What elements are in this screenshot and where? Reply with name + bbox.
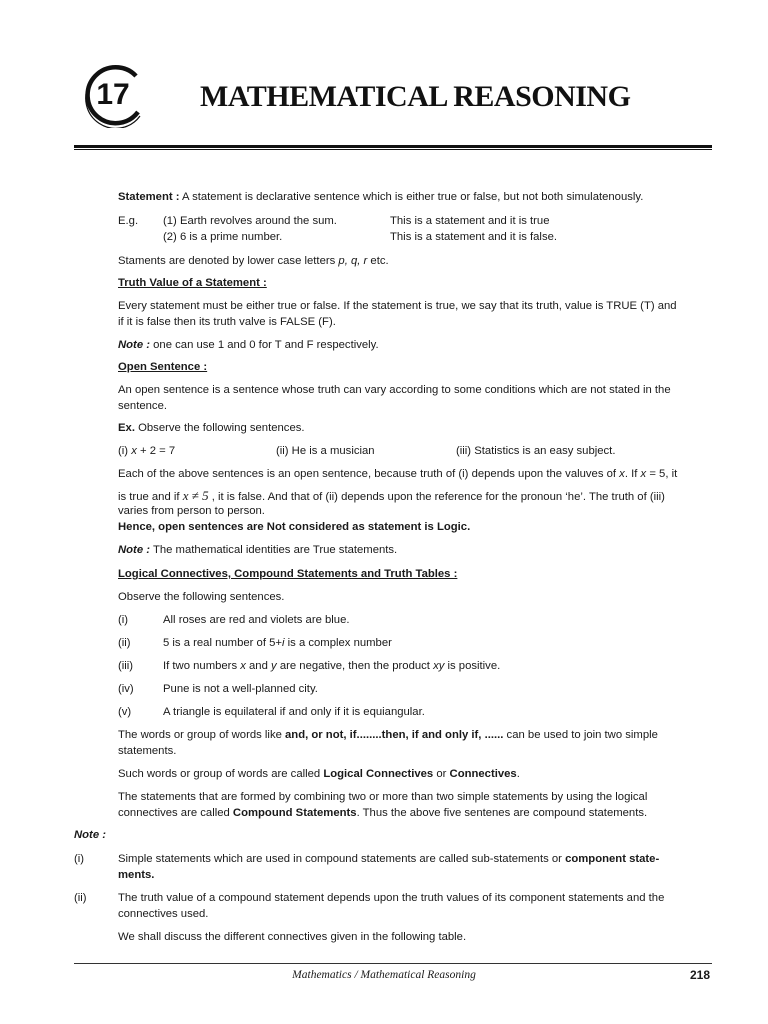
formed-line-2: connectives are called Compound Statements. Thus the above five sentenes are compound statements. bbox=[118, 807, 648, 819]
example-iii: (iii) Statistics is an easy subject. bbox=[456, 445, 616, 457]
eg1-right: This is a statement and it is true bbox=[390, 215, 550, 227]
eg1-left: (1) Earth revolves around the sum. bbox=[163, 215, 337, 227]
note-text: one can use 1 and 0 for T and F respectively. bbox=[150, 339, 379, 351]
truth-value-note bbox=[118, 338, 714, 354]
chapter-header bbox=[74, 60, 714, 140]
open-sentence-note bbox=[118, 543, 714, 559]
example-ii: (ii) He is a musician bbox=[276, 445, 375, 457]
ex-text: Observe the following sentences. bbox=[134, 422, 305, 434]
footer-title: Mathematics / Mathematical Reasoning bbox=[292, 969, 476, 981]
connectives-heading bbox=[118, 567, 714, 583]
truth-value-line1: Every statement must be either true or false. If the statement is true, we say that its truth, value is TRUE (T) and bbox=[118, 300, 677, 312]
truth-value-heading-text: Truth Value of a Statement : bbox=[118, 277, 267, 289]
statement-label: Statement : bbox=[118, 191, 180, 203]
hence-line: Hence, open sentences are Not considered as statement is Logic. bbox=[118, 521, 471, 533]
each-line-b: is true and if x ≠ 5 , it is false. And that of (ii) depends upon the reference for the pronoun ‘he’. The truth of (iii) bbox=[118, 488, 665, 503]
eg-label: E.g. bbox=[118, 215, 139, 227]
denoted-post: etc. bbox=[367, 255, 389, 267]
page-number: 218 bbox=[689, 968, 710, 982]
open-sentence-heading bbox=[118, 360, 714, 376]
ex-label: Ex. bbox=[118, 422, 135, 434]
header-rule bbox=[74, 145, 712, 150]
formed-line-1: The statements that are formed by combining two or more than two simple statements by using the logical bbox=[118, 791, 648, 803]
connectives-heading-text: Logical Connectives, Compound Statements and Truth Tables : bbox=[118, 568, 458, 580]
denoted-pre: Staments are denoted by lower case letters bbox=[118, 255, 339, 267]
denoted-letters: p, q, r bbox=[338, 255, 368, 267]
words-line-2: statements. bbox=[118, 745, 177, 757]
statement-text: A statement is declarative sentence which is either true or false, but not both simulatenously. bbox=[179, 191, 644, 203]
words-line: The words or group of words like and, or not, if........then, if and only if, ...... can be used to join two simple bbox=[118, 729, 658, 741]
eg2-left: (2) 6 is a prime number. bbox=[163, 231, 283, 243]
example-i: (i) x + 2 = 7 bbox=[118, 445, 176, 457]
document-page: 17 MATHEMATICAL REASONING Statement : A statement is declarative sentence which is either true or false, but not both simulatenously. E.g. (1) Earth revolves around the sum. This is a statement and it is true (2) 6 is a prime number. This is a statement and it is false. Staments are denoted by lower case letters p, q, r etc. Truth Value of a Statement : Every statement must be either true or false. If the statement is true, we say that its truth, value is TRUE (T) and if it is false then its truth valve is FALSE (F). Note : one can use 1 and 0 for T and F respectively. Open Sentence : An open sentence is a sentence whose truth can vary according to some conditions which are not stated in the sentence. Ex. Observe the following sentences. (i) x + 2 = 7 (ii) He is a musician (iii) Statistics is an easy subject. Each of the above sentences is an open sentence, because truth of (i) depends upon the valuves of x. If x = 5, it is true and if x ≠ 5 , it is false. And that of (ii) depends upon the reference for the pronoun ‘he’. The truth of (iii) varies from person to person. Hence, open sentences are Not considered as statement is Logic. Note : The mathematical identities are True statements. Logical Connectives, Compound Statements and Truth Tables : Observe the following sentences. (i) All roses are red and violets are blue. (ii) 5 is a real number of 5+i is a complex number (iii) If two numbers x and y are negative, then the product xy is positive. (iv) Pune is not a well-planned city. (v) A triangle is equilateral if and only if it is equiangular. The words or group of words like and, or not, if........then, if and only if, ...... can be used to join two simple statements. Such words or group of words are called Logical Connectives or Connectives. The statements that are formed by combining two or more than two simple statements by using the logical connectives are called Compound Statements. Thus the above five sentenes are compound statements. Note : (i) Simple statements which are used in compound statements are called sub-statements or component state- ments. (ii) The truth value of a compound statement depends upon the truth values of its component statements and the connectives used. We shall discuss the different connectives given in the following table. Mathematics / Mathematical Reasoning 218 bbox=[0, 0, 768, 1024]
each-line: Each of the above sentences is an open sentence, because truth of (i) depends upon the valuves of x. If x = 5, it bbox=[118, 468, 678, 480]
note-label: Note : bbox=[118, 339, 151, 351]
observe-line: Observe the following sentences. bbox=[118, 591, 285, 603]
open-sentence-line2: sentence. bbox=[118, 400, 167, 412]
ex-line bbox=[118, 421, 714, 437]
open-sentence-line1: An open sentence is a sentence whose truth can vary according to some conditions which are not stated in the bbox=[118, 384, 671, 396]
denoted-line bbox=[118, 254, 714, 270]
such-line: Such words or group of words are called Logical Connectives or Connectives. bbox=[118, 768, 520, 780]
truth-value-line2: if it is false then its truth valve is FALSE (F). bbox=[118, 316, 336, 328]
inequality-math: x ≠ 5 bbox=[182, 488, 209, 503]
each-line-c: varies from person to person. bbox=[118, 505, 265, 517]
chapter-title: MATHEMATICAL REASONING bbox=[200, 80, 631, 113]
eg2-right: This is a statement and it is false. bbox=[390, 231, 558, 243]
chapter-number: 17 bbox=[96, 78, 130, 111]
truth-value-heading bbox=[118, 276, 714, 292]
note-label: Note : bbox=[74, 829, 107, 841]
note-label: Note : bbox=[118, 544, 151, 556]
open-sentence-heading-text: Open Sentence : bbox=[118, 361, 208, 373]
statement-definition bbox=[118, 190, 714, 206]
note-heading bbox=[74, 828, 106, 844]
note-text: The mathematical identities are True statements. bbox=[150, 544, 398, 556]
footer-rule bbox=[74, 963, 712, 964]
